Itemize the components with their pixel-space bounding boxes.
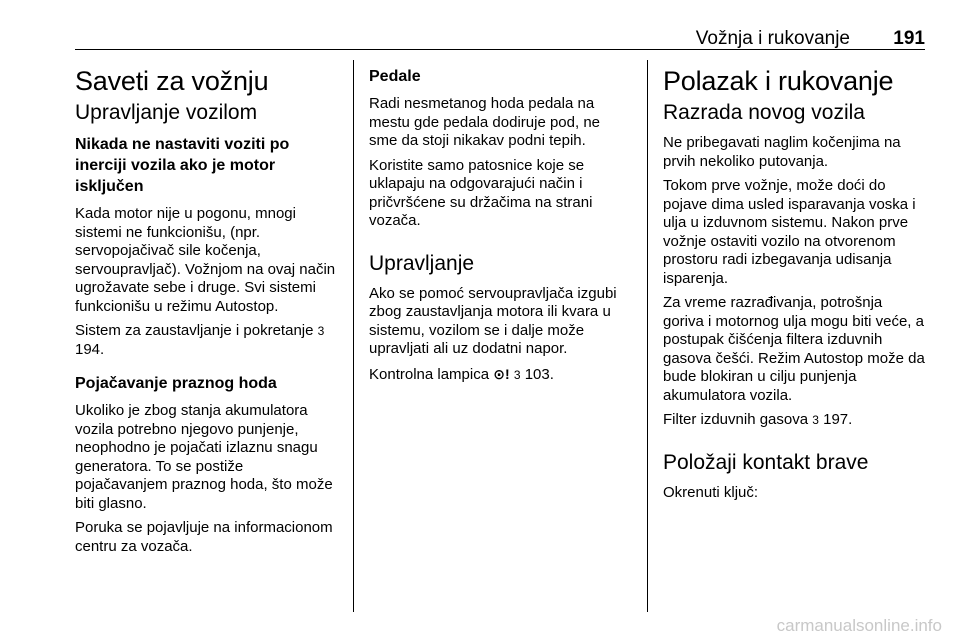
- heading-no-coasting: Nikada ne nastaviti voziti po inerciji vozila ako je motor isključen: [75, 136, 290, 195]
- header-rule: [75, 49, 925, 50]
- paragraph-break-in-3: Za vreme razrađivanja, potrošnja goriva i motornog ulja mogu biti veće, a postupak čišćenja filtera izduvnih gasova češći. Režim Autostop može da bude blokiran u cilju punjenja akumulatora vozila.: [663, 294, 925, 404]
- page-header: [75, 26, 925, 48]
- section-title-driving-tips: Saveti za vožnju: [75, 66, 269, 96]
- ref-text: Kontrolna lampica: [369, 365, 490, 383]
- heading-pedals: Pedale: [369, 68, 421, 85]
- steering-warning-icon: ⊙!: [493, 365, 510, 382]
- subsection-break-in: Razrada novog vozila: [663, 101, 865, 124]
- column-divider-2: [647, 60, 648, 612]
- column-divider-1: [353, 60, 354, 612]
- paragraph-break-in-2: Tokom prve vožnje, može doći do pojave dima usled isparavanja voska i ulja u izduvnom sistemu. Nakon prve vožnje ostaviti vozilo na otvorenom prostoru radi izbegavanja udisanja isparenja.: [663, 177, 916, 287]
- paragraph-warning-lamp-ref: [369, 365, 631, 385]
- paragraph-steering: Ako se pomoć servoupravljača izgubi zbog zaustavljanja motora ili kvara u sistemu, vozilom se i dalje može upravljati ali uz dodatni napor.: [369, 284, 617, 357]
- header-title: Vožnja i rukovanje: [695, 28, 850, 49]
- paragraph-stop-start-ref: [75, 322, 337, 359]
- watermark: carmanualsonline.info: [776, 616, 942, 635]
- column-left: [75, 60, 337, 562]
- paragraph-break-in-1: Ne pribegavati naglim kočenjima na prvih nekoliko putovanja.: [663, 134, 901, 170]
- column-middle: [369, 60, 631, 390]
- paragraph-driver-info: Poruka se pojavljuje na informacionom centru za vozača.: [75, 519, 333, 555]
- ref-text: Filter izduvnih gasova: [663, 411, 809, 428]
- page-number: 191: [893, 28, 925, 49]
- subsection-vehicle-control: Upravljanje vozilom: [75, 101, 258, 124]
- page-ref-link[interactable]: 194.: [75, 340, 105, 358]
- ref-text: Sistem za zaustavljanje i pokretanje: [75, 322, 314, 339]
- subsection-steering: Upravljanje: [369, 251, 475, 275]
- page-ref-link[interactable]: 103.: [524, 365, 554, 383]
- section-title-starting: Polazak i rukovanje: [663, 66, 894, 96]
- paragraph-filter-ref: [663, 411, 925, 430]
- paragraph-engine-off: Kada motor nije u pogonu, mnogi sistemi ne funkcionišu, (npr. servopojačivač sile kočenja, servoupravljač). Vožnjom na ovaj način ugrožavate sebe i druge. Svi sistemi funkcionišu u režimu Autostop.: [75, 205, 336, 315]
- paragraph-pedals-1: Radi nesmetanog hoda pedala na mestu gde pedala dodiruje pod, ne sme da stoji nikakav podni tepih.: [369, 95, 601, 149]
- paragraph-turn-key: Okrenuti ključ:: [663, 483, 759, 501]
- column-right: [663, 60, 925, 508]
- heading-idle-boost: Pojačavanje praznog hoda: [75, 375, 277, 392]
- page-ref-link[interactable]: 197.: [823, 411, 853, 428]
- paragraph-pedals-2: Koristite samo patosnice koje se uklapaju na odgovarajući način i pričvršćene su držačima na strani vozača.: [369, 156, 593, 229]
- page-ref-arrow-icon: 3: [812, 413, 819, 427]
- subsection-ignition-positions: Položaji kontakt brave: [663, 450, 869, 474]
- page-ref-arrow-icon: 3: [317, 324, 325, 338]
- page-ref-arrow-icon: 3: [513, 367, 521, 382]
- paragraph-idle-boost: Ukoliko je zbog stanja akumulatora vozila potrebno njegovo punjenje, neophodno je pojačati izlaznu snagu generatora. To se postiže pojačavanjem praznog hoda, što može biti glasno.: [75, 402, 333, 512]
